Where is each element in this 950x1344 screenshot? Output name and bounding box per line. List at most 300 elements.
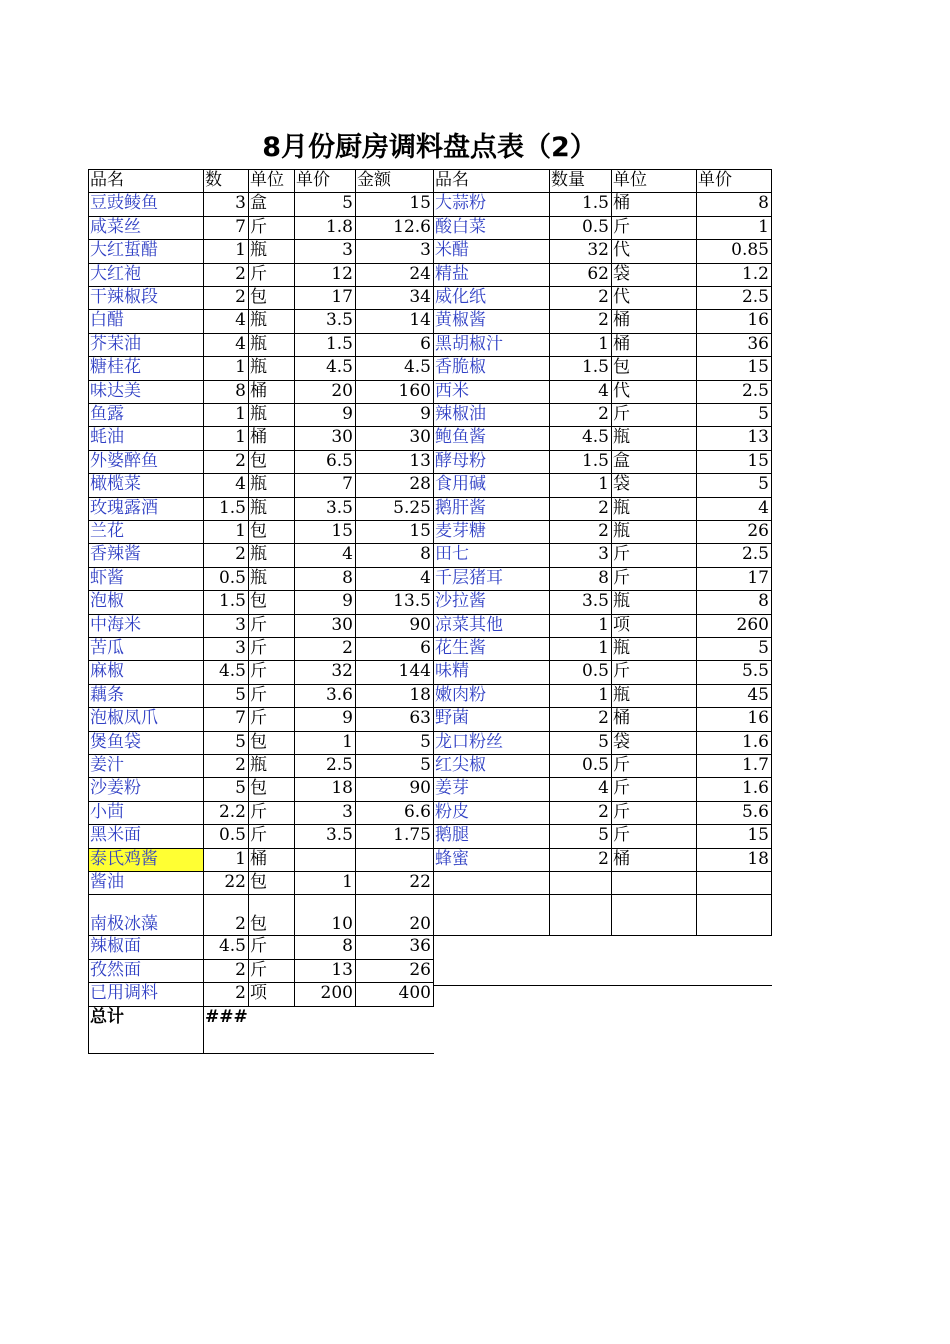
right-row-unit: 盒 xyxy=(613,450,630,471)
right-row-price: 18 xyxy=(747,848,769,869)
left-row-price: 9 xyxy=(342,708,353,729)
right-row-name: 龙口粉丝 xyxy=(435,731,503,752)
left-row-amount: 15 xyxy=(409,193,431,214)
left-row-amount: 5 xyxy=(420,731,431,752)
left-row-unit: 瓶 xyxy=(250,310,267,331)
left-row-qty: 1 xyxy=(235,427,246,448)
right-row-name: 大蒜粉 xyxy=(435,193,486,214)
right-row-price: 4 xyxy=(758,497,769,518)
hline-right xyxy=(433,426,772,427)
right-row-name: 味精 xyxy=(435,661,469,682)
left-row-qty: 7 xyxy=(235,216,246,237)
hline-left xyxy=(88,497,434,498)
left-row-price: 3 xyxy=(342,801,353,822)
left-row-qty: 2 xyxy=(235,959,246,980)
left-row-name: 中海米 xyxy=(90,614,141,635)
left-row-unit: 斤 xyxy=(250,216,267,237)
left-row-amount: 5 xyxy=(420,755,431,775)
right-row-price: 1 xyxy=(758,216,769,237)
right-row-price: 1.6 xyxy=(741,731,769,752)
left-row-name: 黑米面 xyxy=(90,825,141,846)
left-row-name: 味达美 xyxy=(90,380,141,401)
left-row-qty: 2 xyxy=(235,755,246,775)
left-row-name: 白醋 xyxy=(90,310,124,331)
left-row-amount: 144 xyxy=(398,661,431,682)
right-row-price: 2.5 xyxy=(741,287,769,307)
left-row-price: 1.5 xyxy=(325,333,353,354)
hline-right xyxy=(433,309,772,310)
right-row-name: 蜂蜜 xyxy=(435,848,469,869)
hline-right xyxy=(433,520,772,521)
left-row-unit: 桶 xyxy=(250,427,267,448)
right-row-qty: 5 xyxy=(598,731,609,752)
right-row-name: 鹅腿 xyxy=(435,825,469,846)
left-row-name: 咸菜丝 xyxy=(90,216,141,237)
left-row-name: 孜然面 xyxy=(90,959,141,980)
left-row-unit: 桶 xyxy=(250,380,267,401)
left-row-price: 200 xyxy=(320,983,353,1004)
right-row-price: 5.5 xyxy=(741,661,769,682)
right-row-name: 香脆椒 xyxy=(435,357,486,378)
left-row-amount: 13 xyxy=(409,450,431,471)
hline-left xyxy=(88,660,434,661)
left-header-qty: 数 xyxy=(205,170,222,190)
right-row-name: 红尖椒 xyxy=(435,755,486,775)
left-row-qty: 2 xyxy=(235,914,246,935)
left-row-unit: 瓶 xyxy=(250,544,267,565)
left-row-name: 小茴 xyxy=(90,801,124,822)
right-row-unit: 袋 xyxy=(613,474,630,495)
hline-left xyxy=(88,614,434,615)
hline-right xyxy=(433,848,772,849)
left-row-price: 32 xyxy=(331,661,353,682)
right-row-name: 千层猪耳 xyxy=(435,567,503,588)
hline-left xyxy=(88,590,434,591)
right-row-name: 黄椒酱 xyxy=(435,310,486,331)
right-row-unit: 斤 xyxy=(613,825,630,846)
left-row-price: 9 xyxy=(342,404,353,424)
right-row-name: 米醋 xyxy=(435,240,469,261)
left-row-qty: 2 xyxy=(235,983,246,1004)
hline-left xyxy=(88,801,434,802)
right-row-qty: 5 xyxy=(598,825,609,846)
right-row-qty: 2 xyxy=(598,521,609,541)
left-row-name: 沙姜粉 xyxy=(90,778,141,799)
left-row-price: 3.6 xyxy=(325,684,353,705)
hline-left xyxy=(88,731,434,732)
left-row-qty: 2 xyxy=(235,263,246,284)
right-row-unit: 斤 xyxy=(613,801,630,822)
right-row-unit: 桶 xyxy=(613,193,630,214)
hline-left xyxy=(88,169,434,170)
left-row-qty: 0.5 xyxy=(218,825,246,846)
left-header-amount: 金额 xyxy=(357,170,391,190)
hline-right xyxy=(433,169,772,170)
right-row-qty: 4 xyxy=(598,778,609,799)
right-row-qty: 2 xyxy=(598,497,609,518)
left-row-unit: 斤 xyxy=(250,614,267,635)
left-row-qty: 22 xyxy=(224,872,246,892)
vline-left xyxy=(88,169,89,1007)
right-row-name: 西米 xyxy=(435,380,469,401)
right-row-unit: 斤 xyxy=(613,567,630,588)
left-row-name: 藕条 xyxy=(90,684,124,705)
hline-left xyxy=(88,286,434,287)
right-row-unit: 桶 xyxy=(613,708,630,729)
hline-left xyxy=(88,450,434,451)
right-row-unit: 斤 xyxy=(613,755,630,775)
left-row-unit: 包 xyxy=(250,914,267,935)
left-header-unit: 单位 xyxy=(250,170,284,190)
left-row-amount: 4 xyxy=(420,567,431,588)
hline-right xyxy=(433,473,772,474)
left-row-amount: 26 xyxy=(409,959,431,980)
left-row-name: 干辣椒段 xyxy=(90,287,158,307)
left-row-price: 30 xyxy=(331,614,353,635)
left-row-name: 虾酱 xyxy=(90,567,124,588)
right-row-unit: 代 xyxy=(613,380,630,401)
right-row-price: 16 xyxy=(747,708,769,729)
right-row-name: 鹅肝酱 xyxy=(435,497,486,518)
right-row-unit: 桶 xyxy=(613,310,630,331)
right-row-name: 田七 xyxy=(435,544,469,565)
right-row-name: 精盐 xyxy=(435,263,469,284)
left-row-unit: 包 xyxy=(250,591,267,612)
left-row-unit: 包 xyxy=(250,731,267,752)
right-row-price: 36 xyxy=(747,333,769,354)
hline-right xyxy=(433,239,772,240)
left-row-qty: 1 xyxy=(235,848,246,869)
left-row-amount: 90 xyxy=(409,614,431,635)
left-row-unit: 斤 xyxy=(250,708,267,729)
hline-left xyxy=(88,707,434,708)
right-row-price: 1.6 xyxy=(741,778,769,799)
hline-left xyxy=(88,543,434,544)
right-row-price: 5 xyxy=(758,638,769,658)
left-row-qty: 4 xyxy=(235,310,246,331)
hline-right xyxy=(433,637,772,638)
right-row-name: 酸白菜 xyxy=(435,216,486,237)
right-row-qty: 1.5 xyxy=(581,450,609,471)
left-row-price: 4 xyxy=(342,544,353,565)
right-row-qty: 0.5 xyxy=(581,661,609,682)
left-row-amount: 28 xyxy=(409,474,431,495)
hline-left xyxy=(88,309,434,310)
left-row-price: 1 xyxy=(342,731,353,752)
hline-left xyxy=(88,959,434,960)
right-row-unit: 代 xyxy=(613,287,630,307)
left-row-price: 1.8 xyxy=(325,216,353,237)
left-row-amount: 13.5 xyxy=(393,591,431,612)
right-row-qty: 0.5 xyxy=(581,755,609,775)
left-row-qty: 8 xyxy=(235,380,246,401)
hline-left xyxy=(88,637,434,638)
right-row-unit: 袋 xyxy=(613,263,630,284)
left-row-qty: 3 xyxy=(235,614,246,635)
left-row-name: 辣椒面 xyxy=(90,936,141,957)
right-row-qty: 2 xyxy=(598,801,609,822)
hline-left xyxy=(88,426,434,427)
right-header-name: 品名 xyxy=(435,170,469,190)
right-row-unit: 桶 xyxy=(613,848,630,869)
hline-right xyxy=(433,590,772,591)
left-row-amount: 160 xyxy=(398,380,431,401)
left-row-unit: 包 xyxy=(250,872,267,892)
hline-total-bottom xyxy=(88,1053,434,1054)
left-row-qty: 3 xyxy=(235,638,246,658)
left-row-price: 30 xyxy=(331,427,353,448)
hline-left xyxy=(88,473,434,474)
left-row-qty: 2 xyxy=(235,287,246,307)
left-row-amount: 6 xyxy=(420,333,431,354)
left-row-unit: 斤 xyxy=(250,825,267,846)
hline-right xyxy=(433,543,772,544)
left-row-name: 芥茉油 xyxy=(90,333,141,354)
right-row-name: 沙拉酱 xyxy=(435,591,486,612)
left-row-amount: 36 xyxy=(409,936,431,957)
right-row-unit: 桶 xyxy=(613,333,630,354)
right-row-price: 45 xyxy=(747,684,769,705)
left-row-qty: 4.5 xyxy=(218,936,246,957)
right-row-price: 26 xyxy=(747,521,769,541)
left-row-qty: 1.5 xyxy=(218,591,246,612)
left-row-price: 2.5 xyxy=(325,755,353,775)
left-row-name: 橄榄菜 xyxy=(90,474,141,495)
hline-left xyxy=(88,894,434,895)
left-row-qty: 0.5 xyxy=(218,567,246,588)
hline-right xyxy=(433,871,772,872)
hline-right xyxy=(433,754,772,755)
hline-right xyxy=(433,801,772,802)
vline-left xyxy=(248,169,249,1007)
left-row-price: 4.5 xyxy=(325,357,353,378)
left-row-amount: 24 xyxy=(409,263,431,284)
vline-right xyxy=(549,169,550,936)
left-row-amount: 5.25 xyxy=(393,497,431,518)
left-row-amount: 30 xyxy=(409,427,431,448)
left-row-name: 泡椒凤爪 xyxy=(90,708,158,729)
right-row-qty: 3 xyxy=(598,544,609,565)
right-row-price: 1.7 xyxy=(741,755,769,775)
total-label: 总计 xyxy=(90,1006,124,1027)
left-row-unit: 斤 xyxy=(250,959,267,980)
right-row-qty: 1.5 xyxy=(581,193,609,214)
vline-left xyxy=(355,169,356,1007)
right-row-price: 15 xyxy=(747,825,769,846)
right-row-name: 酵母粉 xyxy=(435,450,486,471)
hline-right xyxy=(433,660,772,661)
left-row-name: 南极冰藻 xyxy=(90,914,158,935)
left-row-unit: 盒 xyxy=(250,193,267,214)
left-row-price: 15 xyxy=(331,521,353,541)
right-row-name: 辣椒油 xyxy=(435,404,486,424)
left-row-amount: 90 xyxy=(409,778,431,799)
vline-right xyxy=(433,169,434,1007)
left-row-amount: 6 xyxy=(420,638,431,658)
left-row-name: 玫瑰露酒 xyxy=(90,497,158,518)
left-row-unit: 瓶 xyxy=(250,567,267,588)
hline-left xyxy=(88,380,434,381)
vline-left xyxy=(294,169,295,1007)
left-row-name: 糖桂花 xyxy=(90,357,141,378)
left-row-amount: 18 xyxy=(409,684,431,705)
hline-right xyxy=(433,192,772,193)
left-row-price: 3.5 xyxy=(325,310,353,331)
hline-left xyxy=(88,192,434,193)
left-row-qty: 1 xyxy=(235,240,246,261)
hline-left xyxy=(88,356,434,357)
left-row-name: 泰氏鸡酱 xyxy=(88,848,203,871)
left-row-price: 6.5 xyxy=(325,450,353,471)
hline-left xyxy=(88,935,434,936)
hline-right xyxy=(433,777,772,778)
right-row-price: 16 xyxy=(747,310,769,331)
right-row-name: 花生酱 xyxy=(435,638,486,658)
hline-left xyxy=(88,777,434,778)
left-row-unit: 瓶 xyxy=(250,357,267,378)
right-row-qty: 0.5 xyxy=(581,216,609,237)
right-row-unit: 斤 xyxy=(613,778,630,799)
left-row-qty: 1 xyxy=(235,357,246,378)
left-row-price: 13 xyxy=(331,959,353,980)
right-row-name: 威化纸 xyxy=(435,287,486,307)
right-row-qty: 1 xyxy=(598,614,609,635)
hline-left xyxy=(88,824,434,825)
hline-right xyxy=(433,333,772,334)
left-row-price: 17 xyxy=(331,287,353,307)
left-row-amount: 400 xyxy=(398,983,431,1004)
hline-left xyxy=(88,684,434,685)
hline-right xyxy=(433,614,772,615)
vline-left xyxy=(203,169,204,1007)
hline-right xyxy=(433,567,772,568)
left-row-unit: 斤 xyxy=(250,638,267,658)
right-row-unit: 项 xyxy=(613,614,630,635)
hline-right xyxy=(433,263,772,264)
right-row-unit: 瓶 xyxy=(613,591,630,612)
right-row-qty: 8 xyxy=(598,567,609,588)
left-row-qty: 3 xyxy=(235,193,246,214)
right-header-price: 单价 xyxy=(698,170,732,190)
hline-left xyxy=(88,567,434,568)
left-row-qty: 1 xyxy=(235,521,246,541)
hline-left xyxy=(88,239,434,240)
left-row-price: 1 xyxy=(342,872,353,892)
hline-right xyxy=(433,216,772,217)
right-row-name: 食用碱 xyxy=(435,474,486,495)
left-row-name: 苦瓜 xyxy=(90,638,124,658)
right-row-price: 5 xyxy=(758,404,769,424)
hline-right xyxy=(433,707,772,708)
hline-left xyxy=(88,871,434,872)
left-row-price: 18 xyxy=(331,778,353,799)
right-row-unit: 斤 xyxy=(613,544,630,565)
left-row-unit: 包 xyxy=(250,778,267,799)
hline-right xyxy=(433,403,772,404)
right-row-qty: 2 xyxy=(598,287,609,307)
left-row-unit: 斤 xyxy=(250,936,267,957)
right-row-price: 15 xyxy=(747,357,769,378)
left-row-amount: 9 xyxy=(420,404,431,424)
left-row-name: 兰花 xyxy=(90,521,124,541)
left-row-qty: 1 xyxy=(235,404,246,424)
right-row-name: 粉皮 xyxy=(435,801,469,822)
left-row-price: 12 xyxy=(331,263,353,284)
hline-left xyxy=(88,263,434,264)
right-row-unit: 代 xyxy=(613,240,630,261)
left-row-qty: 5 xyxy=(235,731,246,752)
hline-right-stray xyxy=(433,985,772,986)
right-row-price: 13 xyxy=(747,427,769,448)
left-row-price: 3.5 xyxy=(325,497,353,518)
sheet-title: 8月份厨房调料盘点表（2） xyxy=(262,132,597,163)
left-row-price: 8 xyxy=(342,936,353,957)
right-row-unit: 斤 xyxy=(613,216,630,237)
left-row-qty: 7 xyxy=(235,708,246,729)
left-row-amount: 20 xyxy=(409,914,431,935)
right-row-unit: 斤 xyxy=(613,404,630,424)
hline-right xyxy=(433,497,772,498)
vline-right xyxy=(696,169,697,936)
left-row-name: 姜汁 xyxy=(90,755,124,775)
left-row-price: 20 xyxy=(331,380,353,401)
vline-total xyxy=(203,1006,204,1053)
right-header-unit: 单位 xyxy=(613,170,647,190)
left-row-name: 豆豉鲮鱼 xyxy=(90,193,158,214)
right-row-unit: 瓶 xyxy=(613,521,630,541)
right-row-unit: 袋 xyxy=(613,731,630,752)
left-row-price: 3 xyxy=(342,240,353,261)
left-row-price: 2 xyxy=(342,638,353,658)
right-row-name: 麦芽糖 xyxy=(435,521,486,541)
right-row-price: 2.5 xyxy=(741,380,769,401)
left-row-amount: 1.75 xyxy=(393,825,431,846)
right-row-price: 5 xyxy=(758,474,769,495)
left-row-amount: 8 xyxy=(420,544,431,565)
right-row-qty: 1 xyxy=(598,684,609,705)
hline-right xyxy=(433,894,772,895)
left-row-price: 7 xyxy=(342,474,353,495)
right-row-qty: 4.5 xyxy=(581,427,609,448)
left-row-qty: 4 xyxy=(235,474,246,495)
left-header-name: 品名 xyxy=(90,170,124,190)
right-row-qty: 1.5 xyxy=(581,357,609,378)
left-row-unit: 瓶 xyxy=(250,404,267,424)
hline-right xyxy=(433,356,772,357)
vline-total xyxy=(88,1006,89,1053)
left-row-price: 9 xyxy=(342,591,353,612)
left-row-qty: 4 xyxy=(235,333,246,354)
left-row-name: 大红袍 xyxy=(90,263,141,284)
left-row-name: 泡椒 xyxy=(90,591,124,612)
left-row-unit: 瓶 xyxy=(250,333,267,354)
left-row-amount: 3 xyxy=(420,240,431,261)
right-row-qty: 2 xyxy=(598,404,609,424)
hline-left xyxy=(88,754,434,755)
left-row-unit: 瓶 xyxy=(250,240,267,261)
right-row-price: 15 xyxy=(747,450,769,471)
right-row-qty: 32 xyxy=(587,240,609,261)
right-row-price: 260 xyxy=(736,614,769,635)
left-row-amount: 15 xyxy=(409,521,431,541)
left-row-unit: 斤 xyxy=(250,661,267,682)
left-row-qty: 2 xyxy=(235,544,246,565)
left-row-price: 3.5 xyxy=(325,825,353,846)
left-row-price: 8 xyxy=(342,567,353,588)
left-row-unit: 斤 xyxy=(250,263,267,284)
right-row-name: 黑胡椒汁 xyxy=(435,333,503,354)
left-row-unit: 斤 xyxy=(250,684,267,705)
